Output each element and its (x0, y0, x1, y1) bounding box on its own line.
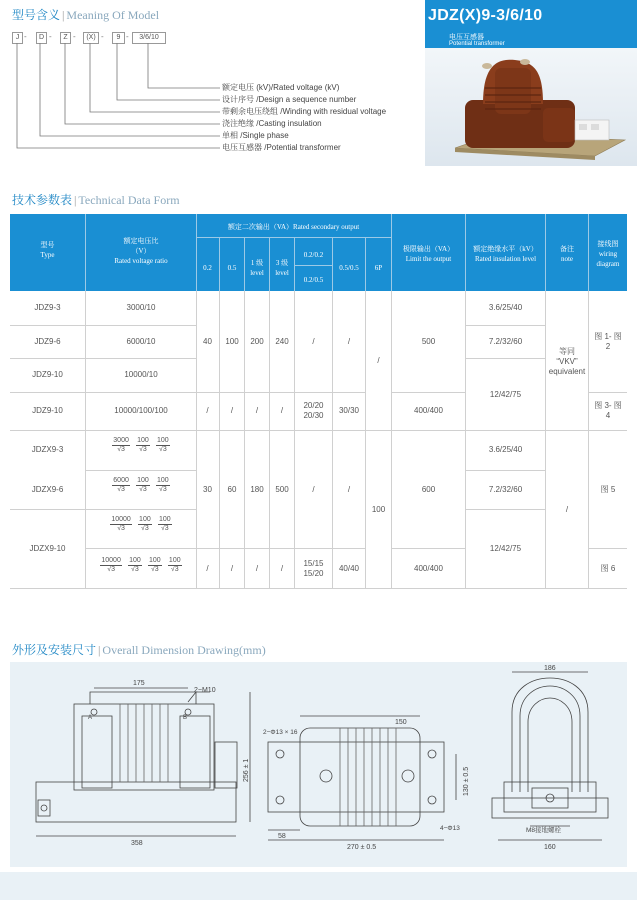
cell-limit: 400/400 (414, 564, 443, 573)
th-ratio: 额定电压比 （V） Rated voltage ratio (114, 237, 168, 265)
cell-c0505: 30/30 (338, 406, 360, 415)
model-leader-lines (0, 0, 230, 160)
th-c05: 0.5 (227, 264, 237, 272)
cell-c0202: / (312, 485, 315, 494)
cell-c0202: / (312, 337, 315, 346)
cell-ratio: 3000/10 (126, 303, 156, 312)
cell-c3: 500 (275, 485, 289, 494)
cell-c02: / (206, 406, 209, 415)
code-box-j: J (12, 32, 23, 44)
cell-wiring: 图 3- 图 4 (594, 401, 622, 420)
cell-insulation: 12/42/75 (489, 544, 522, 553)
code-box-z: Z (60, 32, 71, 44)
transformer-illustration (425, 48, 637, 166)
cell-model: JDZ9-10 (32, 406, 63, 415)
cell-note: / (565, 505, 569, 514)
cell-c1: 180 (250, 485, 264, 494)
th-note: 备注 note (560, 245, 574, 263)
code-dash: - (49, 32, 52, 41)
dimension-drawings (10, 662, 627, 867)
cell-c6p: / (377, 356, 380, 365)
cell-c6p: 100 (371, 505, 386, 514)
cell-insulation: 7.2/32/60 (488, 337, 523, 346)
dim-side-bottom: 160 (544, 844, 556, 851)
dim-front-bolt: 2−M10 (194, 687, 216, 694)
cell-ratio: $\frac{3000}{√3}$ $\frac{100}{√3}$ $\frac{100}{√3}$ (113, 437, 169, 453)
model-section-title: 型号含义 | Meaning Of Model (12, 8, 160, 22)
cell-ratio: $\frac{6000}{√3}$ $\frac{100}{√3}$ $\frac{100}{√3}$ (113, 477, 169, 493)
terminal-b: B (183, 715, 188, 721)
cell-model: JDZ9-10 (32, 370, 63, 379)
product-title: JDZ(X)9-3/6/10 (428, 7, 543, 24)
cell-c1: / (255, 406, 259, 415)
cell-c0202: 15/15 15/20 (303, 559, 324, 578)
dim-plan-holes: 2−Φ13 × 16 (263, 729, 298, 736)
cell-c3: 240 (275, 337, 289, 346)
cell-limit: 500 (421, 337, 436, 346)
th-c1: 1 级 level (250, 259, 264, 277)
th-c3: 3 级 level (275, 259, 289, 277)
cell-c0505: / (347, 337, 351, 346)
dim-plan-top: 150 (395, 719, 407, 726)
cell-ratio: 10000/100/100 (114, 406, 168, 415)
cell-ratio: 10000/10 (124, 370, 158, 379)
th-model: 型号 Type (40, 241, 55, 259)
cell-c05: 100 (225, 337, 239, 346)
legend-residual-winding: 带剩余电压绕组 /Winding with residual voltage (222, 107, 387, 116)
code-box-d: D (36, 32, 47, 44)
dim-plan-height: 130 ± 0.5 (463, 766, 470, 796)
th-insulation: 额定绝缘水平（kV） Rated insulation level (473, 245, 538, 263)
cell-wiring: 图 5 (600, 485, 616, 494)
th-limit: 极限输出（VA） Limit the output (402, 245, 455, 263)
cell-c3: / (280, 564, 284, 573)
cell-insulation: 3.6/25/40 (488, 445, 523, 454)
cell-model: JDZX9-3 (31, 445, 64, 454)
cell-c02: / (206, 564, 209, 573)
legend-casting-insulation: 浇注绝缘 /Casting insulation (222, 119, 322, 128)
dim-front-height: 256 ± 1 (243, 758, 250, 782)
th-c6p: 6P (374, 264, 383, 272)
cell-c3: / (280, 406, 284, 415)
cell-c0505: 40/40 (338, 564, 360, 573)
cell-model: JDZ9-3 (34, 303, 61, 312)
th-c0202: 0.2/0.2 (303, 251, 324, 259)
cell-insulation: 3.6/25/40 (488, 303, 523, 312)
cell-wiring: 图 1- 图 2 (594, 332, 622, 351)
cell-c05: / (230, 406, 234, 415)
legend-potential-transformer: 电压互感器 /Potential transformer (222, 143, 341, 152)
dim-front-width: 358 (131, 840, 143, 847)
cell-ratio: $\frac{10000}{√3}$ $\frac{100}{√3}$ $\frac{100}{√3}$ $\frac{100}{√3}$ (101, 557, 181, 573)
legend-design-sequence: 设计序号 /Design a sequence number (222, 95, 357, 104)
th-c02: 0.2 (203, 264, 212, 272)
dim-plan-left: 58 (278, 833, 286, 840)
cell-wiring: 图 6 (600, 564, 616, 573)
cell-c1: 200 (250, 337, 264, 346)
code-dash: - (126, 32, 129, 41)
cell-insulation: 12/42/75 (489, 390, 522, 399)
product-photo (425, 48, 637, 166)
th-c0205: 0.2/0.5 (303, 276, 324, 284)
legend-rated-voltage: 额定电压 (kV)/Rated voltage (kV) (222, 83, 340, 92)
cell-c02: 30 (203, 485, 212, 494)
cell-model: JDZX9-6 (31, 485, 64, 494)
code-box-9: 9 (112, 32, 125, 44)
cell-insulation: 7.2/32/60 (488, 485, 523, 494)
cell-model: JDZX9-10 (29, 544, 66, 553)
drawing-section-title: 外形及安装尺寸 | Overall Dimension Drawing(mm) (12, 643, 266, 657)
dim-front-top: 175 (133, 680, 145, 687)
page-footer-band (0, 872, 637, 900)
th-c0505: 0.5/0.5 (339, 264, 359, 272)
th-wiring: 接线图 wiring diagram (596, 240, 620, 268)
code-dash: - (24, 32, 27, 41)
code-dash: - (101, 32, 104, 41)
cell-c02: 40 (203, 337, 212, 346)
th-secondary-output: 额定二次输出（VA）Rated secondary output (227, 223, 360, 231)
code-box-x: (X) (83, 32, 99, 44)
terminal-a: A (88, 715, 93, 721)
code-box-voltage: 3/6/10 (132, 32, 166, 44)
cell-limit: 400/400 (414, 406, 443, 415)
dim-side-top: 186 (544, 665, 556, 672)
cell-note: 等同 “VKV” equivalent (548, 347, 586, 376)
product-subtitle-cn: 电压互感器 (449, 34, 484, 41)
tech-section-title: 技术参数表 | Technical Data Form (12, 193, 180, 207)
cell-c0505: / (347, 485, 351, 494)
cell-c0202: 20/20 20/30 (303, 401, 324, 420)
product-subtitle-en: Potential transformer (449, 41, 505, 47)
cell-limit: 600 (421, 485, 436, 494)
cell-c05: / (230, 564, 234, 573)
cell-ratio: $\frac{10000}{√3}$ $\frac{100}{√3}$ $\frac{100}{√3}$ (111, 516, 171, 532)
cell-ratio: 6000/10 (126, 337, 156, 346)
cell-c1: / (255, 564, 259, 573)
legend-single-phase: 单相 /Single phase (222, 131, 289, 140)
dim-plan-bottom: 270 ± 0.5 (347, 844, 377, 851)
cell-c05: 60 (227, 485, 237, 494)
code-dash: - (73, 32, 76, 41)
side-ground-label: M8接地螺栓 (526, 827, 562, 834)
cell-model: JDZ9-6 (34, 337, 61, 346)
dim-plan-holes2: 4−Φ13 (440, 825, 460, 832)
